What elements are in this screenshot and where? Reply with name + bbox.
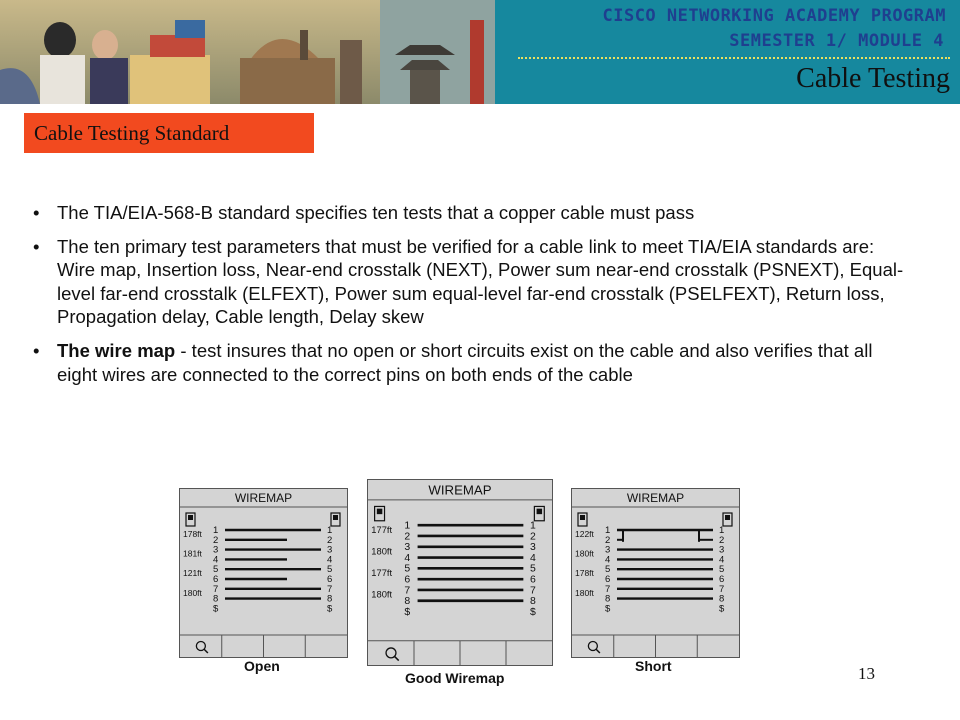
page-number: 13	[858, 664, 875, 683]
autotest-icon-tail	[204, 649, 208, 653]
unit-screen-icon	[580, 515, 585, 520]
pin-label-left: 7	[605, 583, 611, 595]
pin-label-left: 4	[213, 554, 219, 566]
pin-label-right: 1	[327, 525, 333, 536]
bullet-dot: •	[33, 339, 40, 361]
pin-label-right: 1	[719, 525, 725, 536]
slide-title: Cable Testing	[796, 63, 950, 94]
pin-label-left: 5	[605, 564, 611, 576]
pin-label-left: 7	[404, 585, 411, 597]
pin-label-left: 5	[213, 564, 219, 576]
bullet-dot: •	[33, 235, 40, 257]
autotest-icon-tail	[394, 656, 398, 660]
pin-label-right: 6	[529, 574, 536, 586]
wiremap-tester-open	[179, 488, 348, 658]
tester-caption: Good Wiremap	[405, 670, 505, 686]
pin-label-left: 1	[213, 525, 219, 536]
screen-title: WIREMAP	[234, 491, 293, 505]
pin-label-left: $	[605, 603, 611, 615]
tester-caption: Short	[635, 658, 672, 674]
pin-label-right: 5	[719, 564, 725, 576]
wiremap-tester-short	[571, 488, 740, 658]
pin-label-right: 4	[529, 552, 536, 564]
pin-label-left: 7	[213, 583, 219, 595]
program-name: CISCO NETWORKING ACADEMY PROGRAM	[602, 6, 946, 26]
module-name: SEMESTER 1/ MODULE 4	[729, 31, 944, 51]
pair-length-label: 122ft	[575, 529, 594, 539]
pin-label-right: 1	[529, 520, 536, 532]
pair-length-label: 181ft	[183, 548, 202, 559]
bullet-item	[33, 235, 913, 329]
header-divider	[518, 57, 950, 59]
pin-label-left: 2	[404, 531, 411, 543]
bullet-text: The TIA/EIA-568-B standard specifies ten tests that a copper cable must pass	[57, 202, 695, 223]
pin-label-right: 7	[529, 585, 536, 597]
unit-screen-icon	[377, 509, 383, 515]
pin-label-right: 7	[327, 583, 333, 595]
pin-label-right: 2	[719, 534, 725, 546]
screen-title: WIREMAP	[428, 482, 492, 498]
pin-label-left: 4	[605, 554, 611, 566]
pin-label-left: 6	[605, 574, 611, 585]
pin-label-right: 3	[327, 544, 333, 556]
pin-label-right: 2	[529, 531, 536, 543]
section-label: Cable Testing Standard	[34, 121, 230, 145]
pin-label-right: 6	[719, 574, 725, 585]
pin-label-left: 1	[404, 520, 411, 532]
tester-screen	[368, 480, 552, 665]
pin-label-right: 5	[529, 563, 536, 575]
pair-length-label: 178ft	[575, 568, 594, 579]
pin-label-right: 3	[529, 542, 536, 554]
pin-label-right: 4	[719, 554, 725, 566]
tester-caption: Open	[244, 658, 280, 674]
pin-label-right: 4	[327, 554, 333, 566]
pin-label-left: $	[213, 603, 219, 615]
unit-screen-icon	[333, 515, 338, 520]
pair-length-label: 121ft	[183, 568, 202, 579]
bullet-bold-lead: The wire map	[57, 339, 176, 361]
screen-title: WIREMAP	[626, 491, 685, 505]
bullet-item	[33, 201, 913, 225]
bullet-list	[33, 201, 913, 396]
pin-label-left: 4	[404, 552, 411, 564]
pin-label-left: 6	[404, 574, 411, 586]
pin-label-left: 2	[605, 534, 611, 546]
pair-length-label: 180ft	[371, 546, 393, 557]
bullet-item	[33, 339, 913, 386]
slide-header	[0, 0, 960, 104]
pin-label-right: 7	[719, 583, 725, 595]
pin-label-left: 2	[213, 534, 219, 546]
bullet-text: - test insures that no open or short circuits exist on the cable and also verifies that all eight wires are connected to the correct pins on both ends of the cable	[57, 339, 873, 385]
pair-length-label: 180ft	[371, 589, 393, 600]
pin-label-left: 3	[213, 544, 219, 556]
section-tab	[24, 113, 314, 153]
bullet-dot: •	[33, 202, 40, 223]
unit-screen-icon	[188, 515, 193, 520]
pin-label-left: $	[404, 606, 411, 618]
pin-label-left: 3	[404, 542, 411, 554]
pair-length-label: 177ft	[371, 524, 393, 535]
pin-label-right: 8	[529, 596, 536, 608]
tester-screen	[572, 489, 739, 657]
pin-label-right: 6	[327, 574, 333, 585]
tester-screen	[180, 489, 347, 657]
pin-label-right: $	[327, 603, 333, 615]
autotest-icon-tail	[596, 649, 600, 653]
pin-label-left: 8	[404, 596, 411, 608]
pin-label-right: 2	[327, 534, 333, 546]
pin-label-right: 8	[719, 593, 725, 605]
pin-label-left: 6	[213, 574, 219, 585]
bullet-text: The ten primary test parameters that must be verified for a cable link to meet TIA/EIA standards are: Wire map, Insertion loss, Near-end crosstalk (NEXT), Power sum near-end crosstalk (PSNEXT), Equal-level far-end crosstalk (ELFEXT), Power sum equal-level far-end crosstalk (PSELFEXT), Return loss, Propagation delay, Cable length, Delay skew	[57, 235, 904, 328]
pair-length-label: 178ft	[183, 529, 202, 539]
pin-label-right: 8	[327, 593, 333, 605]
pin-label-left: 5	[404, 563, 411, 575]
pin-label-left: 1	[605, 525, 611, 536]
pair-length-label: 180ft	[183, 587, 202, 598]
unit-screen-icon	[537, 509, 543, 515]
pin-label-right: 5	[327, 564, 333, 576]
pin-label-right: $	[529, 606, 536, 618]
pin-label-left: 3	[605, 544, 611, 556]
pin-label-right: $	[719, 603, 725, 615]
pin-label-left: 8	[213, 593, 219, 605]
pin-label-left: 8	[605, 593, 611, 605]
pair-length-label: 177ft	[371, 568, 393, 579]
wiremap-tester-good	[367, 479, 553, 666]
banner-illustration	[0, 0, 495, 104]
pair-length-label: 180ft	[575, 587, 594, 598]
pair-length-label: 180ft	[575, 548, 594, 559]
pin-label-right: 3	[719, 544, 725, 556]
unit-screen-icon	[725, 515, 730, 520]
